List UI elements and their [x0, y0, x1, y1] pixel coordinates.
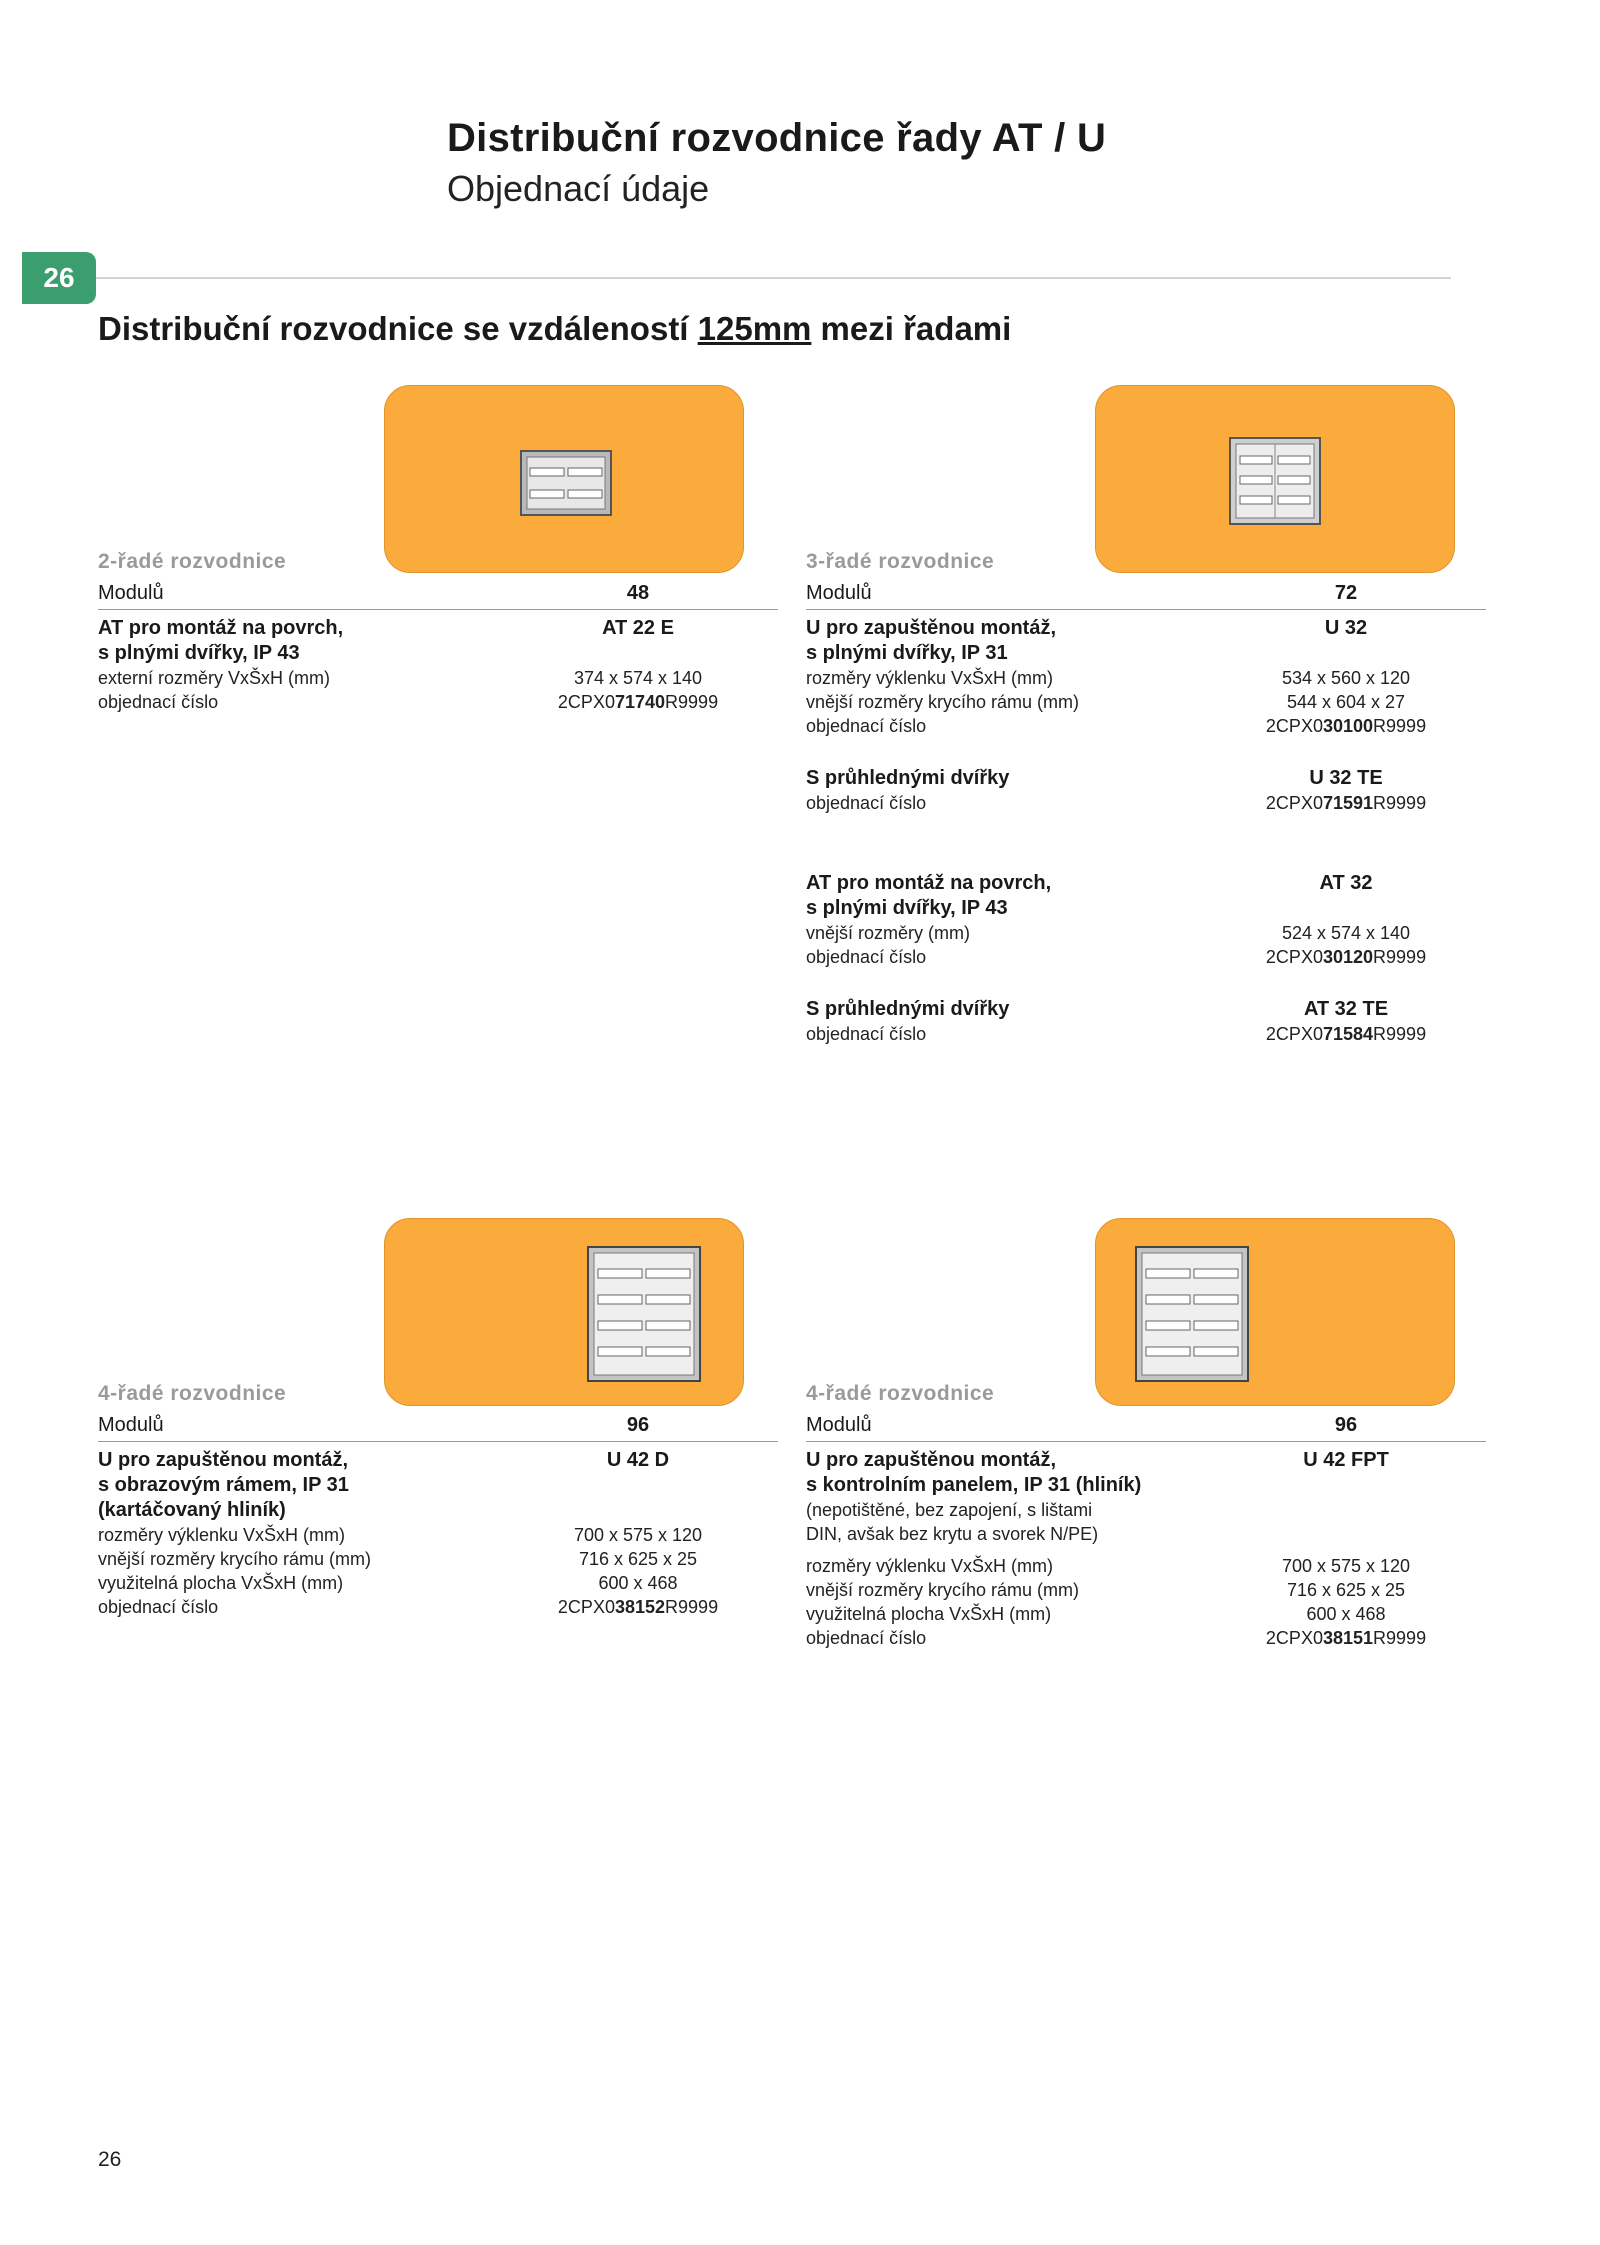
cabinet-3-row-icon — [1096, 386, 1456, 574]
spec-value: 716 x 625 x 25 — [578, 1549, 698, 1569]
order-number — [1216, 1022, 1476, 1046]
spacer — [806, 738, 1486, 760]
product-name-line: s plnými dvířky, IP 31 — [806, 642, 1008, 664]
order-number-suffix: R9999 — [1373, 1628, 1427, 1648]
order-number-suffix: R9999 — [665, 692, 719, 712]
product-row — [806, 616, 1486, 666]
spec-row — [98, 666, 778, 690]
spec-label: objednací číslo — [98, 1597, 219, 1617]
spec-value: 700 x 575 x 120 — [1281, 1556, 1411, 1576]
product-row — [806, 997, 1486, 1022]
spec-row — [806, 1602, 1486, 1626]
modules-label: Modulů — [98, 582, 164, 604]
product-row — [98, 616, 778, 666]
product-code: U 42 FPT — [1303, 1449, 1389, 1471]
product-row — [806, 871, 1486, 921]
cabinet-2-row-icon — [385, 386, 745, 574]
section-heading-underlined: 125mm — [697, 310, 812, 347]
spec-value: 700 x 575 x 120 — [573, 1525, 703, 1545]
product-name — [806, 1448, 1216, 1498]
spacer — [806, 1546, 1486, 1554]
spec-label: vnější rozměry (mm) — [806, 923, 971, 943]
order-number-suffix: R9999 — [1373, 947, 1427, 967]
cabinet-4-row-d-icon — [385, 1219, 745, 1407]
order-number — [508, 1595, 768, 1619]
spec-value: 600 x 468 — [598, 1573, 678, 1593]
order-number-core: 71740 — [614, 692, 666, 712]
page-number: 26 — [98, 2148, 122, 2171]
section-heading-post: mezi řadami — [811, 310, 1012, 347]
modules-value: 96 — [626, 1414, 650, 1436]
spec-row — [806, 1578, 1486, 1602]
product-code: U 42 D — [606, 1449, 670, 1471]
spec-row — [98, 1595, 778, 1619]
spec-label: externí rozměry VxŠxH (mm) — [98, 668, 331, 688]
product-name-line: s obrazovým rámem, IP 31 — [98, 1474, 349, 1496]
order-number-suffix: R9999 — [1373, 793, 1427, 813]
product-name-line: U pro zapuštěnou montáž, — [806, 617, 1056, 639]
spec-value: 374 x 574 x 140 — [573, 668, 703, 688]
section-heading — [98, 310, 1011, 348]
spec-row — [806, 791, 1486, 815]
product-note-line: DIN, avšak bez krytu a svorek N/PE) — [806, 1524, 1099, 1544]
product-code: U 32 — [1324, 617, 1368, 639]
order-number-core: 71584 — [1322, 1024, 1374, 1044]
order-number-core: 30120 — [1322, 947, 1374, 967]
spec-label: využitelná plocha VxŠxH (mm) — [806, 1604, 1052, 1624]
spec-label: objednací číslo — [806, 947, 927, 967]
order-number — [1216, 791, 1476, 815]
spacer — [806, 969, 1486, 991]
spec-row — [806, 1022, 1486, 1046]
modules-label: Modulů — [98, 1414, 164, 1436]
category-label: 4-řadé rozvodnice — [806, 1382, 995, 1405]
spec-label: objednací číslo — [806, 793, 927, 813]
order-number — [1216, 714, 1476, 738]
spec-label: rozměry výklenku VxŠxH (mm) — [806, 1556, 1054, 1576]
spec-label: objednací číslo — [806, 1024, 927, 1044]
product-image-4-row-fpt — [1095, 1218, 1455, 1406]
product-name — [98, 616, 508, 666]
spec-row — [98, 690, 778, 714]
order-number-prefix: 2CPX0 — [557, 692, 615, 712]
spec-value: 534 x 560 x 120 — [1281, 668, 1411, 688]
product-name-line: AT pro montáž na povrch, — [98, 617, 344, 639]
order-number-prefix: 2CPX0 — [1265, 793, 1323, 813]
product-code: U 32 TE — [1309, 767, 1383, 789]
product-name-line: S průhlednými dvířky — [806, 767, 1010, 789]
product-name-line: AT pro montáž na povrch, — [806, 872, 1052, 894]
order-number-core: 38152 — [614, 1597, 666, 1617]
category-label: 4-řadé rozvodnice — [98, 1382, 287, 1405]
modules-label: Modulů — [806, 1414, 872, 1436]
product-name-line: U pro zapuštěnou montáž, — [98, 1449, 348, 1471]
product-name — [806, 871, 1216, 921]
modules-row — [806, 578, 1486, 610]
order-number-prefix: 2CPX0 — [557, 1597, 615, 1617]
product-code: AT 32 — [1319, 872, 1373, 894]
spec-row — [98, 1571, 778, 1595]
spec-label: vnější rozměry krycího rámu (mm) — [806, 1580, 1080, 1600]
modules-label: Modulů — [806, 582, 872, 604]
modules-value: 48 — [626, 582, 650, 604]
order-number-suffix: R9999 — [665, 1597, 719, 1617]
modules-row — [98, 1410, 778, 1442]
page-badge: 26 — [22, 252, 96, 304]
order-number — [508, 690, 768, 714]
spec-row — [806, 690, 1486, 714]
product-name — [806, 997, 1216, 1022]
product-row — [806, 766, 1486, 791]
spec-label: rozměry výklenku VxŠxH (mm) — [98, 1525, 346, 1545]
product-name-line: U pro zapuštěnou montáž, — [806, 1449, 1056, 1471]
spec-row — [98, 1547, 778, 1571]
order-number — [1216, 945, 1476, 969]
category-label: 3-řadé rozvodnice — [806, 550, 995, 573]
product-block — [806, 1382, 1486, 1650]
product-image-3-row — [1095, 385, 1455, 573]
spec-label: objednací číslo — [806, 1628, 927, 1648]
product-code: AT 22 E — [602, 617, 674, 639]
cabinet-4-row-fpt-icon — [1096, 1219, 1456, 1407]
order-number-prefix: 2CPX0 — [1265, 1024, 1323, 1044]
modules-value: 96 — [1334, 1414, 1358, 1436]
product-row — [806, 1448, 1486, 1498]
page-subtitle: Objednací údaje — [447, 168, 710, 209]
order-number-prefix: 2CPX0 — [1265, 1628, 1323, 1648]
spec-label: vnější rozměry krycího rámu (mm) — [806, 692, 1080, 712]
category-label: 2-řadé rozvodnice — [98, 550, 287, 573]
modules-value: 72 — [1334, 582, 1358, 604]
product-name — [98, 1448, 508, 1523]
spec-row — [806, 945, 1486, 969]
product-name-line: s plnými dvířky, IP 43 — [98, 642, 300, 664]
product-block — [98, 1382, 778, 1619]
spec-row — [806, 1554, 1486, 1578]
spec-label: rozměry výklenku VxŠxH (mm) — [806, 668, 1054, 688]
order-number-core: 30100 — [1322, 716, 1374, 736]
spec-label: využitelná plocha VxŠxH (mm) — [98, 1573, 344, 1593]
product-name — [806, 766, 1216, 791]
spec-row — [806, 714, 1486, 738]
order-number-prefix: 2CPX0 — [1265, 947, 1323, 967]
spacer — [806, 815, 1486, 865]
order-number-core: 38151 — [1322, 1628, 1374, 1648]
product-row — [98, 1448, 778, 1523]
section-heading-pre: Distribuční rozvodnice se vzdáleností — [98, 310, 698, 347]
spec-label: objednací číslo — [806, 716, 927, 736]
spec-value: 544 x 604 x 27 — [1286, 692, 1406, 712]
product-name-line: (kartáčovaný hliník) — [98, 1499, 286, 1521]
spec-row — [806, 1626, 1486, 1650]
product-name — [806, 616, 1216, 666]
product-name-line: s plnými dvířky, IP 43 — [806, 897, 1008, 919]
order-number-suffix: R9999 — [1373, 1024, 1427, 1044]
product-name-line: s kontrolním panelem, IP 31 (hliník) — [806, 1474, 1142, 1496]
page-title: Distribuční rozvodnice řady AT / U — [447, 116, 1107, 160]
spec-row — [806, 666, 1486, 690]
spec-label: vnější rozměry krycího rámu (mm) — [98, 1549, 372, 1569]
spec-row — [806, 921, 1486, 945]
spec-value: 716 x 625 x 25 — [1286, 1580, 1406, 1600]
order-number-suffix: R9999 — [1373, 716, 1427, 736]
order-number-core: 71591 — [1322, 793, 1374, 813]
spec-value: 600 x 468 — [1306, 1604, 1386, 1624]
spec-label: objednací číslo — [98, 692, 219, 712]
spec-value: 524 x 574 x 140 — [1281, 923, 1411, 943]
order-number-prefix: 2CPX0 — [1265, 716, 1323, 736]
product-block — [98, 550, 778, 714]
header-divider — [96, 277, 1451, 279]
product-name-line: S průhlednými dvířky — [806, 998, 1010, 1020]
product-image-2-row — [384, 385, 744, 573]
product-block — [806, 550, 1486, 1046]
product-image-4-row-d — [384, 1218, 744, 1406]
modules-row — [98, 578, 778, 610]
product-note-line: (nepotištěné, bez zapojení, s lištami — [806, 1500, 1093, 1520]
product-code: AT 32 TE — [1303, 998, 1389, 1020]
spec-row — [98, 1523, 778, 1547]
modules-row — [806, 1410, 1486, 1442]
order-number — [1216, 1626, 1476, 1650]
